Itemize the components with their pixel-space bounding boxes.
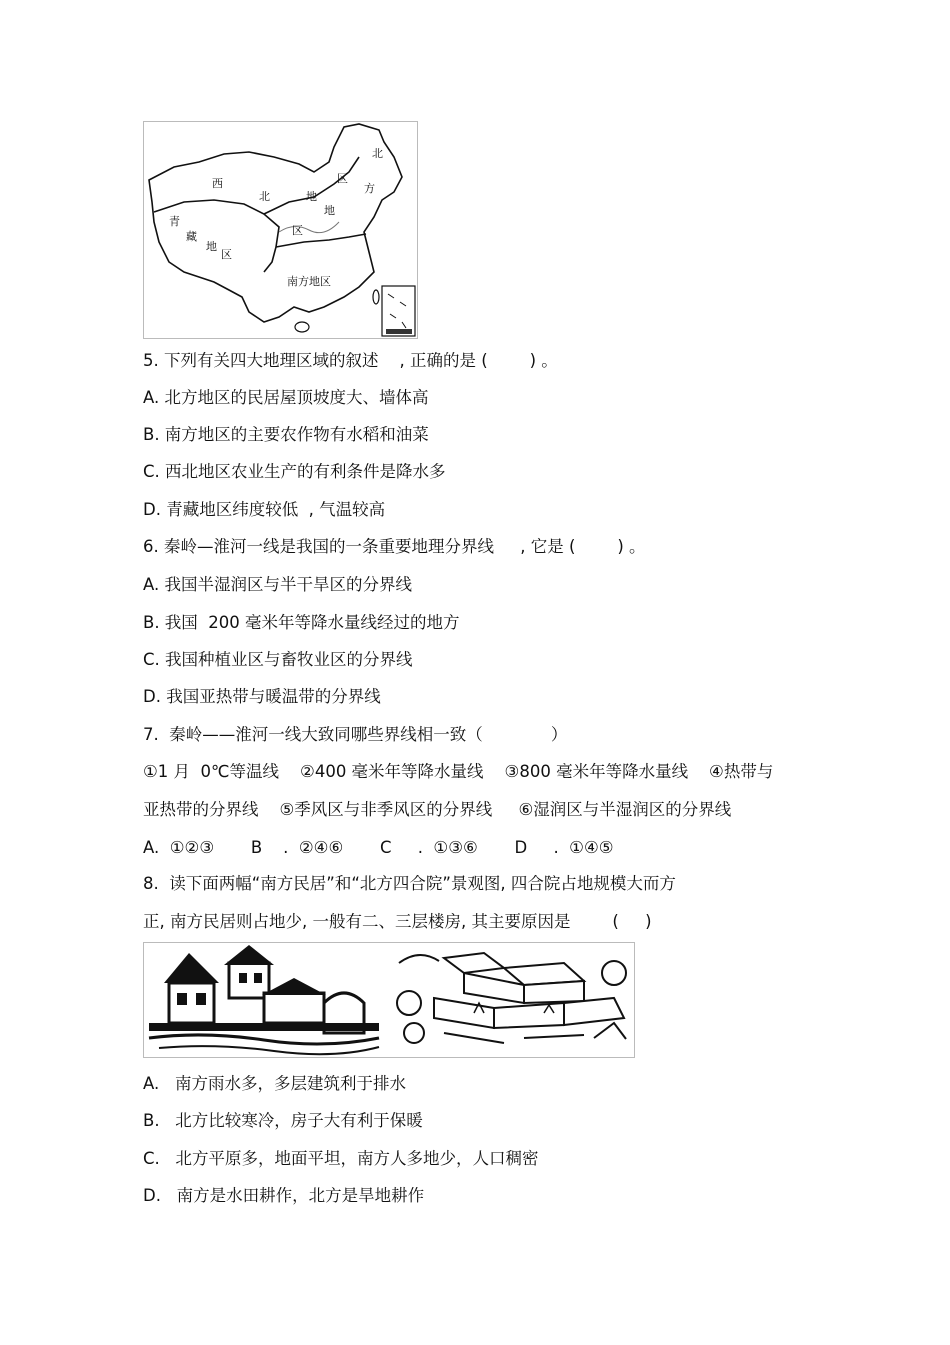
question-7-line-1: ①1 月 0℃等温线 ②400 毫米年等降水量线 ③800 毫米年等降水量线 ④热带与 xyxy=(143,762,774,781)
map-label-qing: 青 xyxy=(169,215,180,228)
map-label-north-fang: 方 xyxy=(364,182,375,195)
question-7-line-2: 亚热带的分界线 ⑤季风区与非季风区的分界线 ⑥湿润区与半湿润区的分界线 xyxy=(143,800,732,819)
question-5-option-c: C. 西北地区农业生产的有利条件是降水多 xyxy=(143,462,446,481)
southern-dwelling-illustration xyxy=(149,945,379,1054)
question-8-option-d: D. 南方是水田耕作，北方是旱地耕作 xyxy=(143,1186,425,1205)
map-label-north-bei: 北 xyxy=(372,147,383,160)
map-label-north-qu: 区 xyxy=(337,172,348,185)
map-label-qz-di: 地 xyxy=(206,240,217,253)
question-8-option-c: C. 北方平原多，地面平坦，南方人多地少，人口稠密 xyxy=(143,1149,539,1168)
question-5-option-b: B. 南方地区的主要农作物有水稻和油菜 xyxy=(143,425,429,444)
question-5-stem: 5. 下列有关四大地理区域的叙述 , 正确的是 ( ) 。 xyxy=(143,351,558,370)
map-label-xi: 西 xyxy=(212,177,223,190)
question-7-stem: 7. 秦岭——淮河一线大致同哪些界线相一致（ ） xyxy=(143,725,568,744)
question-5-option-d: D. 青藏地区纬度较低 , 气温较高 xyxy=(143,500,386,519)
map-label-qz-qu: 区 xyxy=(221,248,232,261)
question-6-stem: 6. 秦岭—淮河一线是我国的一条重要地理分界线 , 它是 ( ) 。 xyxy=(143,537,646,556)
question-5-option-a: A. 北方地区的民居屋顶坡度大、墙体高 xyxy=(143,388,429,407)
map-label-north-di: 地 xyxy=(324,204,335,217)
question-6-option-b: B. 我国 200 毫米年等降水量线经过的地方 xyxy=(143,613,460,632)
question-7-choices: A. ①②③ B . ②④⑥ C . ①③⑥ D . ①④⑤ xyxy=(143,838,614,857)
china-regions-map xyxy=(143,121,418,339)
question-8-option-b: B. 北方比较寒冷，房子大有利于保暖 xyxy=(143,1111,423,1130)
map-label-bei: 北 xyxy=(259,190,270,203)
northern-courtyard-illustration xyxy=(397,953,626,1043)
question-6-option-a: A. 我国半湿润区与半干旱区的分界线 xyxy=(143,575,412,594)
map-label-qu: 区 xyxy=(292,224,303,237)
map-drawing xyxy=(144,122,417,338)
map-label-zang: 藏 xyxy=(186,230,197,243)
question-8-option-a: A. 南方雨水多，多层建筑利于排水 xyxy=(143,1074,406,1093)
map-label-di: 地 xyxy=(306,190,317,203)
map-label-south: 南方地区 xyxy=(287,275,331,288)
housing-drawing xyxy=(144,943,634,1057)
question-6-option-c: C. 我国种植业区与畜牧业区的分界线 xyxy=(143,650,413,669)
question-8-stem-line-2: 正, 南方民居则占地少, 一般有二、三层楼房, 其主要原因是 ( ) xyxy=(143,912,652,931)
question-8-stem-line-1: 8. 读下面两幅“南方民居”和“北方四合院”景观图, 四合院占地规模大而方 xyxy=(143,874,676,893)
housing-illustrations xyxy=(143,942,635,1058)
question-6-option-d: D. 我国亚热带与暖温带的分界线 xyxy=(143,687,381,706)
